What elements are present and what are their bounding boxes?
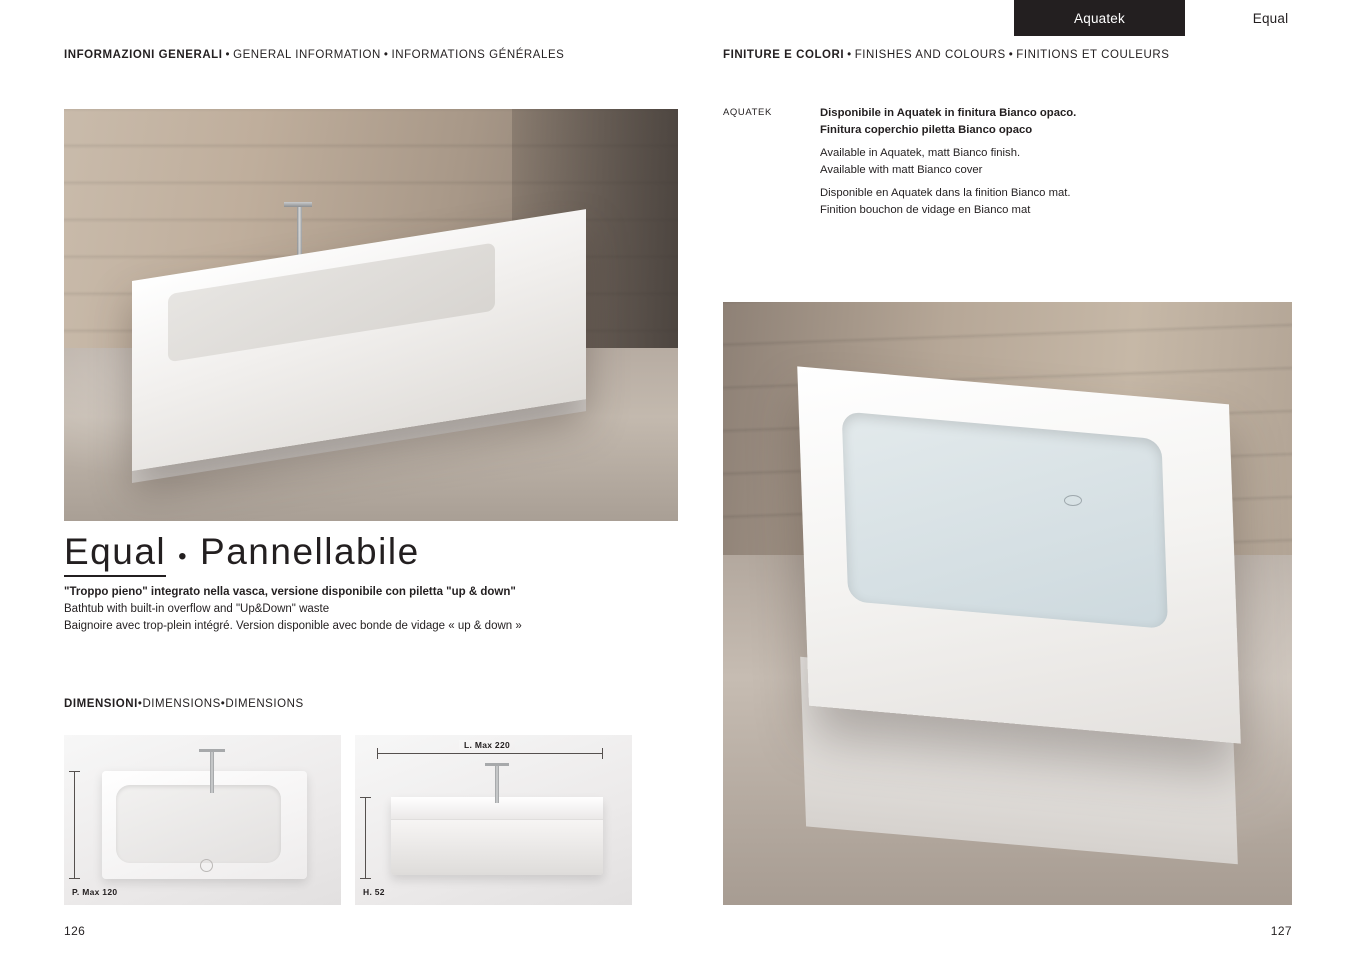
height-dimension-cap-bottom (360, 878, 371, 879)
dimensions-header-it: DIMENSIONI (64, 698, 138, 710)
finish-description (820, 105, 1240, 219)
product-title-main: Equal (64, 531, 166, 577)
secondary-photo-tub-basin (842, 411, 1168, 629)
hero-product-photo (64, 109, 678, 521)
left-sep-2: • (383, 49, 389, 61)
height-dimension-cap-top (360, 797, 371, 798)
length-dimension-cap-left (377, 748, 378, 759)
right-sep-2: • (1008, 49, 1014, 61)
finish-description-en-2: Available with matt Bianco cover (820, 164, 983, 176)
height-dimension-label: H. 52 (363, 887, 385, 897)
product-description-it: "Troppo pieno" integrato nella vasca, versione disponibile con piletta "up & down" (64, 586, 516, 598)
finish-description-fr-2: Finition bouchon de vidage en Bianco mat (820, 204, 1031, 216)
dimensions-header (64, 698, 304, 710)
tab-equal-label: Equal (1252, 10, 1289, 26)
right-section-header-en: FINISHES AND COLOURS (854, 49, 1006, 61)
product-title (64, 531, 420, 577)
tab-aquatek-label: Aquatek (1074, 10, 1125, 26)
finish-description-en-1: Available in Aquatek, matt Bianco finish. (820, 147, 1021, 159)
height-dimension-line (365, 797, 366, 879)
left-section-header-en: GENERAL INFORMATION (233, 49, 381, 61)
product-description (64, 584, 522, 635)
length-dimension-label: L. Max 220 (459, 740, 515, 750)
dimension-drawing-side-view (355, 735, 632, 905)
secondary-product-photo (723, 302, 1292, 905)
right-section-header (723, 49, 1169, 61)
left-sep-1: • (225, 49, 231, 61)
material-label: AQUATEK (723, 107, 772, 118)
product-description-en: Bathtub with built-in overflow and "Up&Down" waste (64, 603, 330, 615)
product-title-subtitle: Pannellabile (200, 531, 420, 572)
tub-elevation-outline (391, 797, 603, 875)
page-number-left: 126 (64, 924, 86, 938)
left-section-header (64, 49, 564, 61)
depth-dimension-cap-top (69, 771, 80, 772)
secondary-photo-tub-body (797, 367, 1241, 744)
tub-plan-drain-icon (200, 859, 213, 872)
finish-description-it-2: Finitura coperchio piletta Bianco opaco (820, 124, 1033, 136)
tab-aquatek[interactable] (1014, 0, 1185, 36)
dimensions-header-fr: DIMENSIONS (225, 698, 304, 710)
dimension-drawing-top-view (64, 735, 341, 905)
page-number-right: 127 (1270, 924, 1292, 938)
right-sep-1: • (847, 49, 852, 61)
right-section-header-it: FINITURE E COLORI (723, 49, 845, 61)
right-section-header-fr: FINITIONS ET COULEURS (1016, 49, 1170, 61)
tub-plan-basin (116, 785, 281, 863)
dim-sep-1: • (137, 698, 143, 710)
depth-dimension-line (74, 771, 75, 879)
left-section-header-it: INFORMAZIONI GENERALI (64, 49, 223, 61)
tub-elevation-faucet (495, 763, 499, 803)
depth-dimension-cap-bottom (69, 878, 80, 879)
length-dimension-cap-right (602, 748, 603, 759)
finish-description-it-1: Disponibile in Aquatek in finitura Bianco opaco. (820, 107, 1077, 119)
left-section-header-fr: INFORMATIONS GÉNÉRALES (391, 49, 565, 61)
tub-plan-outline (102, 771, 307, 879)
finish-description-fr-1: Disponible en Aquatek dans la finition Bianco mat. (820, 187, 1071, 199)
dim-sep-2: • (220, 698, 226, 710)
tab-bar (1014, 0, 1356, 36)
product-title-dot: • (178, 543, 189, 570)
tub-plan-faucet (210, 749, 214, 793)
dimensions-header-en: DIMENSIONS (142, 698, 221, 710)
product-description-fr: Baignoire avec trop-plein intégré. Version disponible avec bonde de vidage « up & down » (64, 620, 522, 632)
depth-dimension-label: P. Max 120 (72, 887, 118, 897)
tab-equal[interactable] (1185, 0, 1356, 36)
length-dimension-line (377, 753, 603, 754)
